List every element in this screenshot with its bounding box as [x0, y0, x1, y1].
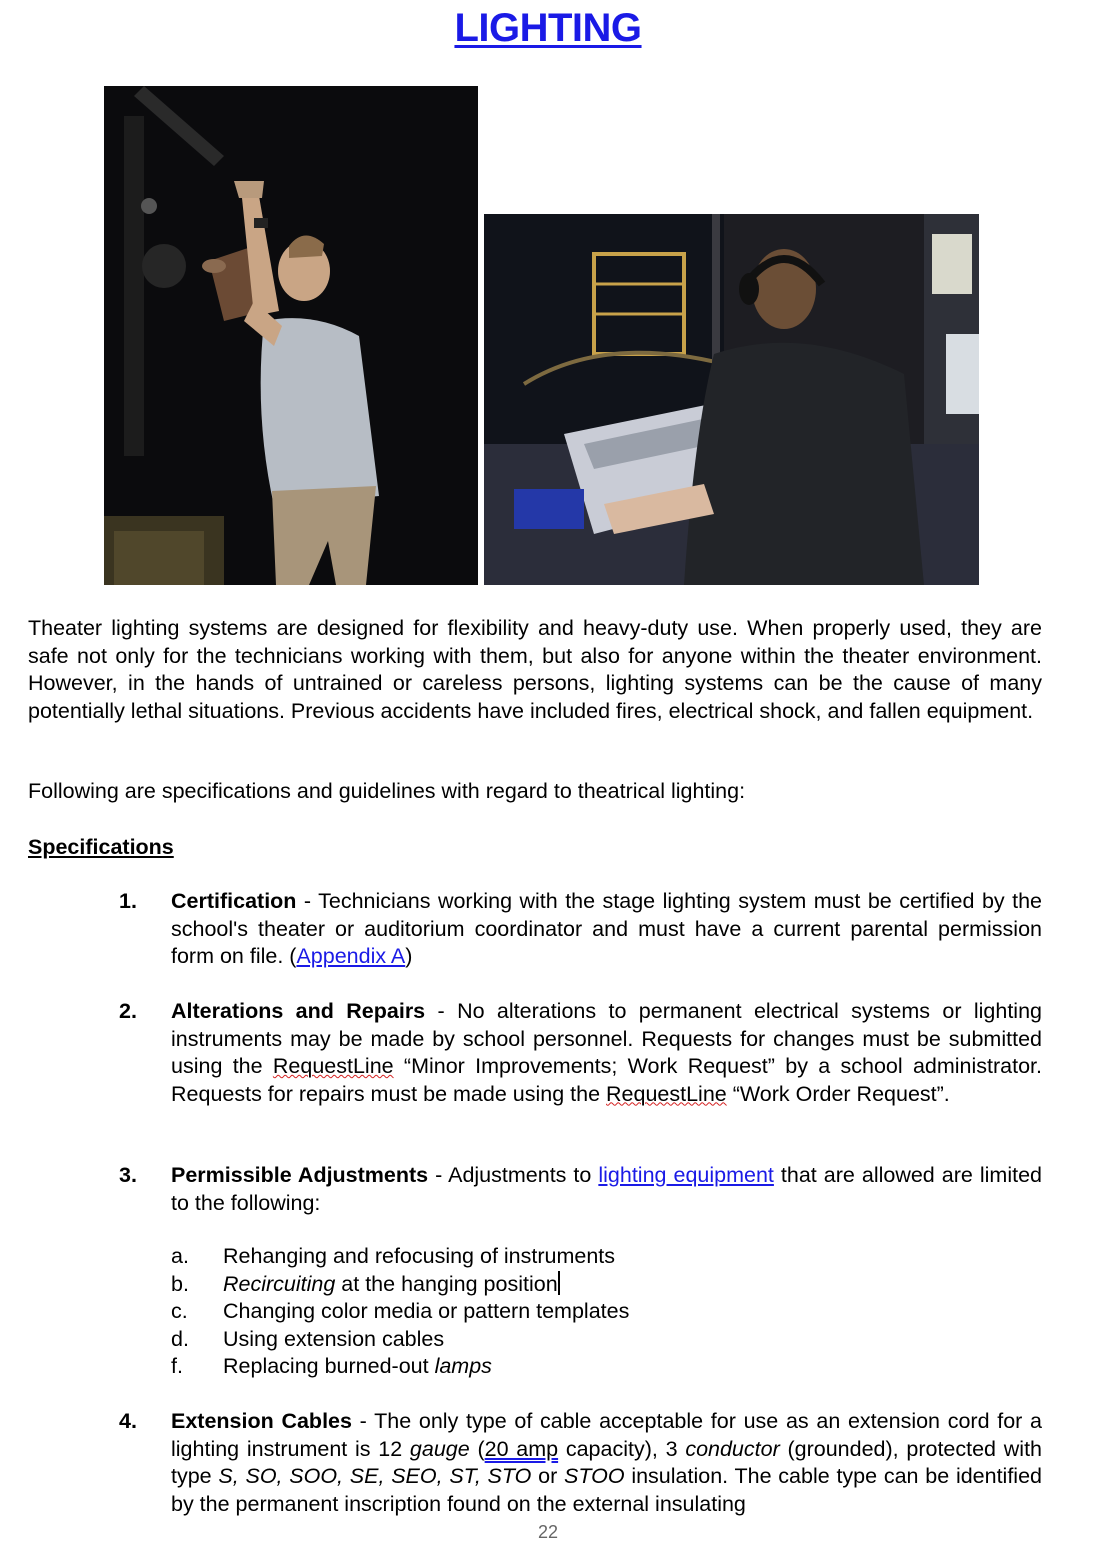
item-title: Extension Cables [171, 1409, 352, 1433]
spellcheck-word: RequestLine [272, 1054, 394, 1078]
alterations-item [171, 998, 1042, 1108]
item-title: Permissible Adjustments [171, 1163, 429, 1187]
certification-item [171, 888, 1042, 971]
list-item: b. Recircuiting at the hanging position [171, 1271, 558, 1296]
operator-at-lighting-console-photo [484, 214, 979, 585]
technician-hanging-light-photo [104, 86, 478, 585]
permissible-adjustments-item [171, 1162, 1042, 1217]
page-title: LIGHTING [454, 6, 642, 50]
text-cursor [558, 1271, 560, 1295]
list-item: d. Using extension cables [171, 1326, 445, 1351]
item-title: Certification [171, 889, 297, 913]
item-number: 1. [119, 889, 137, 913]
lighting-equipment-link[interactable]: lighting equipment [598, 1163, 774, 1187]
page-number: 22 [537, 1522, 559, 1542]
item-number: 4. [119, 1409, 137, 1433]
specifications-heading: Specifications [28, 835, 174, 859]
item-text: ) [405, 944, 413, 968]
extension-cables-item: Extension Cables - The only type of cable acceptable for use as an extension cord for a lighting instrument is 12 gauge (20 amp capacity), 3 conductor (grounded), protected with type S, SO, SOO, SE, SEO, ST, STO or STOO insulation. The cable type can be identified by the permanent inscription found on the external insulating [171, 1409, 1043, 1516]
list-item: a. Rehanging and refocusing of instruments [171, 1244, 616, 1268]
item-title: Alterations and Repairs [171, 999, 426, 1023]
item-text: - Adjustments to [428, 1163, 599, 1187]
appendix-a-link[interactable]: Appendix A [296, 944, 406, 968]
item-text: - No alterations to permanent electrical systems or lighting instruments may be made by school personnel. Requests for changes must be submitted using the [171, 999, 1043, 1078]
guidelines-intro-line: Following are specifications and guidelines with regard to theatrical lighting: [28, 779, 746, 803]
list-item: c. Changing color media or pattern templates [171, 1299, 630, 1323]
amp-rating: 20 amp [484, 1436, 559, 1461]
list-item: f. Replacing burned-out lamps [171, 1354, 492, 1378]
item-text: that are allowed are limited to the following: [171, 1163, 1042, 1215]
intro-paragraph: Theater lighting systems are designed for flexibility and heavy-duty use. When properly used, they are safe not only for the technicians working with them, but also for anyone within the theater environment. However, in the hands of untrained or careless persons, lighting systems can be the cause of many potentially lethal situations. Previous accidents have included fires, electrical shock, and fallen equipment. [28, 616, 1042, 723]
item-text: “Work Order Request”. [726, 1081, 950, 1106]
spellcheck-word: RequestLine [606, 1081, 727, 1106]
item-number: 3. [119, 1163, 137, 1187]
item-number: 2. [119, 999, 137, 1023]
item-text: - Technicians working with the stage lighting system must be certified by the school's theater or auditorium coordinator and must have a current parental permission form on file. ( [171, 889, 1042, 968]
item-text: “Minor Improvements; Work Request” by a school administrator. Requests for repairs must be made using the [171, 1054, 1042, 1106]
adjustments-sublist [171, 1243, 629, 1381]
